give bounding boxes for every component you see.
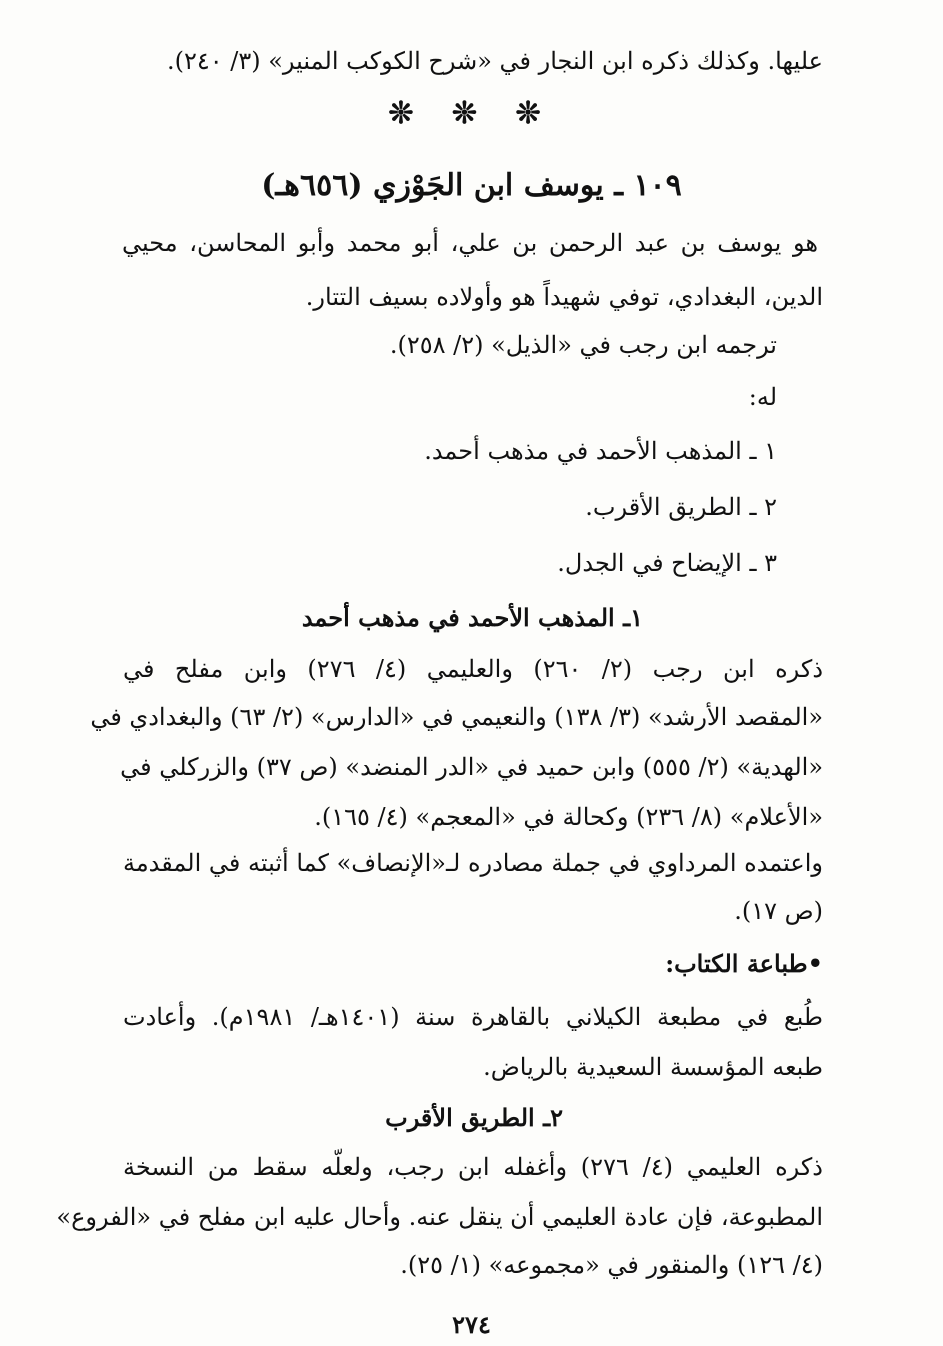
page-number: ٢٧٤ (452, 1310, 491, 1339)
entry-title: ١٠٩ ـ يوسف ابن الجَوْزي (٦٥٦هـ) (261, 168, 682, 203)
printing-heading: •طباعة الكتاب: (665, 949, 823, 978)
printing-line-2: طبعه المؤسسة السعيدية بالرياض. (483, 1053, 823, 1081)
section-2-title: ٢ـ الطريق الأقرب (385, 1103, 563, 1132)
printing-line-1: طُبع في مطبعة الكيلاني بالقاهرة سنة (١٤٠١هـ/ ١٩٨١م). وأعادت (123, 1003, 824, 1031)
section-2-para-line-3: (٤/ ١٢٦) والمنقور في «مجموعه» (١/ ٢٥). (400, 1251, 823, 1279)
work-item-1: ١ ـ المذهب الأحمد في مذهب أحمد. (424, 437, 777, 465)
section-1-para2-line-1: واعتمده المرداوي في جملة مصادره لـ«الإنصاف» كما أثبته في المقدمة (122, 849, 823, 877)
section-separator: ❊ ❊ ❊ (388, 96, 555, 131)
works-label: له: (748, 383, 777, 411)
work-item-2: ٢ ـ الطريق الأقرب. (585, 493, 777, 521)
continuation-line: عليها. وكذلك ذكره ابن النجار في «شرح الكوكب المنير» (٣/ ٢٤٠). (166, 47, 823, 75)
section-1-para-line-1: ذكره ابن رجب (٢/ ٢٦٠) والعليمي (٤/ ٢٧٦) وابن مفلح في (123, 655, 824, 683)
section-1-para2-line-2: (ص ١٧). (734, 897, 823, 925)
bio-line-1: هو يوسف بن عبد الرحمن بن علي، أبو محمد وأبو المحاسن، محيي (122, 229, 819, 257)
section-2-para-line-1: ذكره العليمي (٤/ ٢٧٦) وأغفله ابن رجب، ولعلّه سقط من النسخة (123, 1153, 823, 1181)
translation-reference: ترجمه ابن رجب في «الذيل» (٢/ ٢٥٨). (389, 331, 777, 359)
section-1-para-line-2: «المقصد الأرشد» (٣/ ١٣٨) والنعيمي في «الدارس» (٢/ ٦٣) والبغدادي في (90, 703, 823, 731)
section-1-para-line-4: «الأعلام» (٨/ ٢٣٦) وكحالة في «المعجم» (٤/ ١٦٥). (314, 803, 823, 831)
section-1-title: ١ـ المذهب الأحمد في مذهب أحمد (301, 603, 643, 632)
bio-line-2: الدين، البغدادي، توفي شهيداً هو وأولاده بسيف التتار. (305, 283, 823, 311)
section-2-para-line-2: المطبوعة، فإن عادة العليمي أن ينقل عنه. وأحال عليه ابن مفلح في «الفروع» (56, 1203, 823, 1231)
work-item-3: ٣ ـ الإيضاح في الجدل. (557, 549, 777, 577)
section-1-para-line-3: «الهدية» (٢/ ٥٥٥) وابن حميد في «الدر المنضد» (ص ٣٧) والزركلي في (120, 753, 823, 781)
